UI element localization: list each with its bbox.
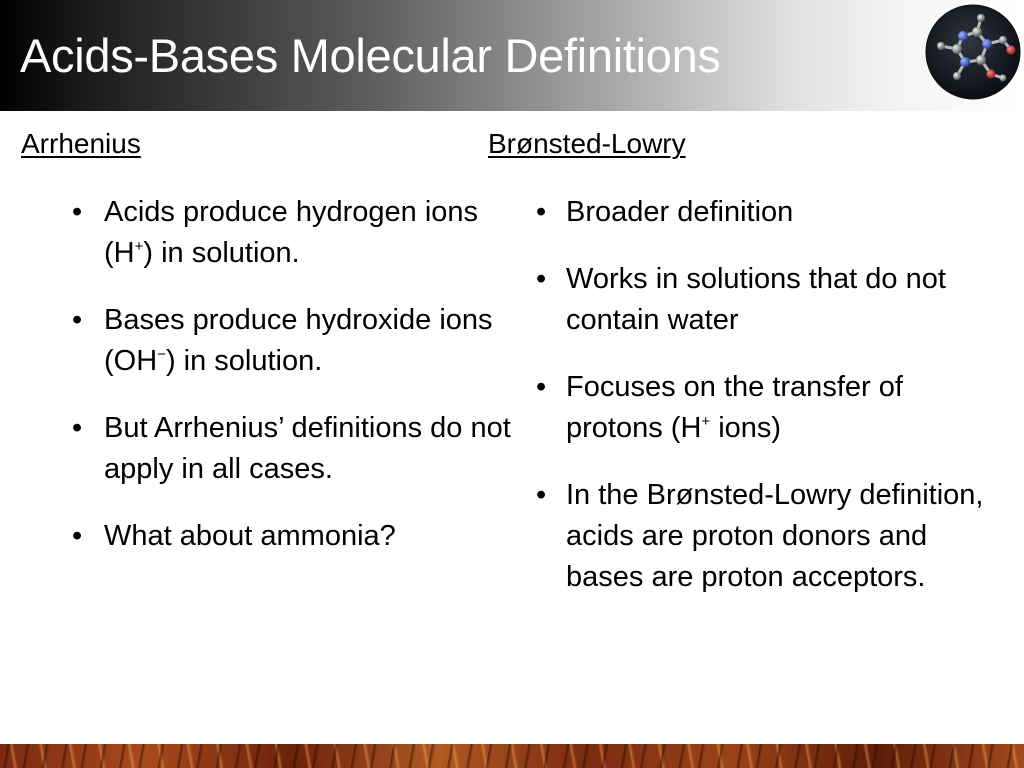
molecule-atom	[999, 36, 1007, 44]
list-item-text: What about ammonia?	[104, 520, 396, 552]
bullet-icon: •	[72, 304, 83, 336]
list-item-text: ) in solution.	[165, 345, 323, 377]
list-item	[72, 192, 512, 274]
bullet-icon: •	[72, 520, 83, 552]
superscript: −	[157, 346, 166, 363]
list-item-text: ions)	[710, 412, 782, 444]
molecule-atom	[972, 27, 982, 37]
molecule-atom	[987, 70, 996, 79]
list-item	[536, 475, 1006, 598]
molecule-atom	[977, 14, 985, 22]
bullet-icon: •	[72, 412, 83, 444]
molecule-atom	[1007, 46, 1016, 55]
bullet-icon: •	[72, 196, 83, 228]
list-item-text: ) in solution.	[143, 237, 300, 269]
list-item	[72, 408, 512, 490]
molecule-atom	[937, 42, 945, 50]
molecule-atom	[960, 57, 970, 67]
bronsted-lowry-bullet-list	[536, 192, 1006, 624]
molecule-icon	[925, 4, 1021, 100]
molecule-atom	[1000, 75, 1007, 82]
title-banner	[0, 0, 1024, 111]
molecule-atom	[976, 55, 986, 65]
list-item	[536, 367, 1006, 449]
list-item-text: Broader definition	[566, 196, 794, 228]
bullet-icon: •	[536, 263, 547, 295]
bullet-icon: •	[536, 371, 547, 403]
title-banner-edge	[0, 0, 6, 111]
superscript: +	[134, 238, 144, 255]
list-item	[72, 516, 512, 557]
bullet-icon: •	[536, 196, 547, 228]
arrhenius-bullet-list	[72, 192, 512, 583]
molecule-atom	[952, 44, 962, 54]
molecule-atom	[953, 72, 961, 80]
bullet-icon: •	[536, 479, 547, 511]
bronsted-lowry-heading: Brønsted-Lowry	[488, 128, 686, 159]
list-item	[536, 259, 1006, 341]
slide-title: Acids-Bases Molecular Definitions	[20, 29, 721, 82]
list-item-text: Works in solutions that do not contain water	[566, 263, 946, 336]
list-item-text: But Arrhenius’ definitions do not apply in all cases.	[104, 412, 511, 485]
molecule-background	[926, 5, 1020, 99]
molecule-atom	[958, 31, 968, 41]
superscript: +	[701, 413, 711, 430]
list-item	[72, 300, 512, 382]
arrhenius-heading: Arrhenius	[21, 128, 141, 159]
list-item-text: In the Brønsted-Lowry definition, acids are proton donors and bases are proton acceptors.	[566, 479, 984, 593]
molecule-atom	[982, 39, 992, 49]
list-item-text: Focuses on the transfer of protons (H	[566, 371, 903, 444]
list-item-text: Acids produce hydrogen ions (H	[104, 196, 479, 269]
list-item	[536, 192, 1006, 233]
wood-texture-footer	[0, 744, 1024, 768]
list-item-text: Bases produce hydroxide ions (OH	[104, 304, 493, 377]
